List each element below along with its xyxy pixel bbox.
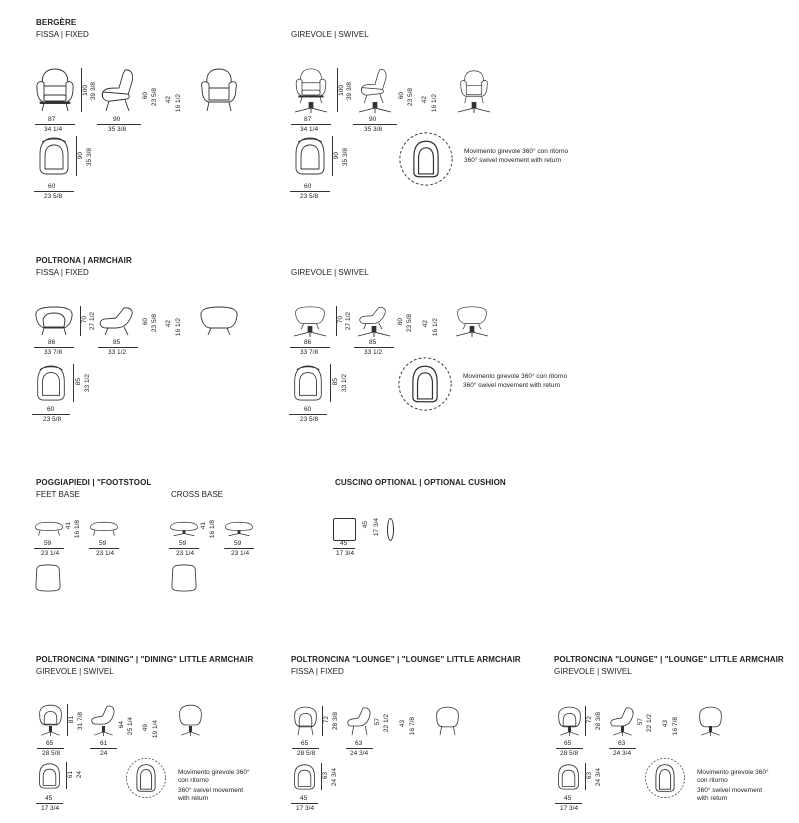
dim-width-in: 28 5/8 [42, 750, 61, 757]
armchair-swivel-base [290, 326, 330, 338]
dim-depth-cm: 63 [618, 740, 626, 747]
bergere-fixed-top-view [34, 136, 74, 176]
footstool-cross-front-view [169, 521, 199, 537]
dim-seat-height-cm: 42 [421, 96, 428, 104]
dim-top-depth-cm: 63 [322, 772, 329, 780]
dim-seat-height-in: 19 1/4 [152, 720, 159, 739]
bergere-fixed-side-view [97, 68, 141, 112]
dim-height-in: 28 3/8 [595, 712, 602, 731]
dim-width-cm: 65 [46, 740, 54, 747]
swivel-note-it-1: Movimento girevole 360° [178, 769, 250, 776]
bergere-swivel-base [291, 102, 331, 114]
dim-depth-cm: 61 [100, 740, 108, 747]
armchair-swivel-side-base [354, 326, 394, 338]
dim-seat-height-cm: 43 [662, 720, 669, 728]
dim-top-width-in: 23 5/8 [300, 416, 319, 423]
section-title-lounge-fixed: POLTRONCINA "LOUNGE" | "LOUNGE" LITTLE ARMCHAIR [291, 655, 521, 664]
dining-back-view [177, 704, 204, 728]
dim-seat-height-cm: 42 [165, 96, 172, 104]
dim-height-in: 39 3/8 [90, 82, 97, 101]
swivel-note-en-1: 360° swivel movement [178, 787, 244, 794]
dim-width-in: 28 5/8 [297, 750, 316, 757]
dim-width-in: 33 7/8 [44, 349, 63, 356]
dim-depth-in: 24 3/4 [350, 750, 369, 757]
dim-arm-height-in: 23 5/8 [406, 314, 413, 333]
dim-top-depth-cm: 63 [586, 772, 593, 780]
armchair-swivel-top-view [289, 364, 327, 402]
dim-arm-height-cm: 60 [142, 92, 149, 100]
lounge-swivel-front-base [556, 726, 583, 736]
dim-width-cm: 59 [99, 540, 107, 547]
dim-top-width-in: 17 3/4 [560, 805, 579, 812]
dim-width-cm: 65 [564, 740, 572, 747]
dim-top-depth-in: 33 1/2 [341, 374, 348, 393]
swivel-note-it-2: con ritorno [697, 777, 728, 784]
bergere-swivel-side-base [355, 102, 395, 114]
dim-top-width-cm: 45 [45, 795, 53, 802]
dim-top-width-cm: 60 [48, 183, 56, 190]
section-title-armchair: POLTRONA | ARMCHAIR [36, 256, 132, 265]
dim-width-cm: 65 [301, 740, 309, 747]
dim-height-cm: 45 [362, 521, 369, 529]
dim-arm-height-in: 23 5/8 [151, 314, 158, 333]
dim-depth-in: 35 3/8 [108, 126, 127, 133]
armchair-fixed-back-view [199, 306, 239, 336]
dim-depth-in: 24 3/4 [613, 750, 632, 757]
dim-arm-height-cm: 60 [398, 92, 405, 100]
dim-top-depth-in: 35 3/8 [86, 148, 93, 167]
dim-depth-cm: 63 [355, 740, 363, 747]
dim-depth-cm: 90 [113, 116, 121, 123]
lounge-fixed-side-view [346, 706, 373, 728]
dim-height-in: 17 3/4 [373, 518, 380, 537]
dim-height-in: 28 3/8 [332, 712, 339, 731]
dim-top-depth-cm: 85 [75, 378, 82, 386]
swivel-note-en-1: 360° swivel movement [697, 787, 763, 794]
dim-height-cm: 100 [82, 85, 89, 96]
section-title-cushion: CUSCINO OPTIONAL | OPTIONAL CUSHION [335, 478, 506, 487]
dim-top-width-in: 23 5/8 [300, 193, 319, 200]
dim-top-width-cm: 60 [304, 183, 312, 190]
dim-height-cm: 41 [65, 522, 72, 530]
lounge-swivel-label: GIREVOLE | SWIVEL [554, 667, 632, 676]
dim-width-in: 17 3/4 [336, 550, 355, 557]
lounge-swivel-front-view [556, 706, 583, 728]
section-title-footstool: POGGIAPIEDI | "FOOTSTOOL [36, 478, 152, 487]
dim-arm-height-in: 25 1/4 [127, 717, 134, 736]
dim-top-depth-cm: 90 [77, 152, 84, 160]
cushion-front-view [333, 518, 356, 541]
dim-depth-cm: 85 [369, 339, 377, 346]
armchair-swivel-back-base [452, 326, 492, 338]
dim-height-cm: 100 [338, 85, 345, 96]
dim-width-cm: 59 [234, 540, 242, 547]
dim-width-cm: 87 [48, 116, 56, 123]
lounge-swivel-side-base [609, 726, 636, 736]
dim-width-cm: 45 [340, 540, 348, 547]
dining-swivel-label: GIREVOLE | SWIVEL [36, 667, 114, 676]
dining-back-base [177, 726, 204, 736]
dim-top-depth-in: 33 1/2 [84, 374, 91, 393]
dim-height-in: 16 1/8 [74, 520, 81, 539]
swivel-rotation-icon [644, 757, 686, 799]
armchair-fixed-label: FISSA | FIXED [36, 268, 89, 277]
footstool-feet-side-view [89, 521, 119, 537]
armchair-fixed-side-view [98, 306, 138, 336]
swivel-note-it-2: con ritorno [178, 777, 209, 784]
dim-seat-height-in: 16 1/2 [432, 318, 439, 337]
dim-top-width-cm: 45 [564, 795, 572, 802]
bergere-fixed-label: FISSA | FIXED [36, 30, 89, 39]
lounge-swivel-back-view [697, 706, 724, 728]
dim-depth-in: 33 1/2 [108, 349, 127, 356]
footstool-cross-top-view [170, 564, 198, 592]
dim-width-in: 34 1/4 [44, 126, 63, 133]
dim-seat-height-cm: 42 [422, 320, 429, 328]
dim-width-in: 33 7/8 [300, 349, 319, 356]
armchair-swivel-label: GIREVOLE | SWIVEL [291, 268, 369, 277]
dim-seat-height-cm: 42 [165, 320, 172, 328]
swivel-note-en-2: with return [178, 795, 209, 802]
lounge-swivel-side-view [609, 706, 636, 728]
dim-seat-height-in: 16 7/8 [409, 717, 416, 736]
dim-height-cm: 81 [68, 716, 75, 724]
dim-depth-cm: 85 [113, 339, 121, 346]
swivel-note-it-1: Movimento girevole 360° [697, 769, 769, 776]
dim-arm-height-in: 22 1/2 [383, 714, 390, 733]
armchair-fixed-top-view [32, 364, 70, 402]
bergere-swivel-back-view [454, 70, 494, 104]
swivel-note-en-2: with return [697, 795, 728, 802]
bergere-swivel-back-base [454, 102, 494, 114]
dim-seat-height-in: 16 1/2 [175, 318, 182, 337]
dim-height-in: 31 7/8 [77, 712, 84, 731]
dim-height-in: 16 1/8 [209, 520, 216, 539]
dining-side-view [90, 704, 117, 728]
dim-height-cm: 72 [323, 716, 330, 724]
dim-height-cm: 70 [337, 316, 344, 324]
dim-arm-height-in: 23 5/8 [151, 88, 158, 107]
dim-width-cm: 86 [304, 339, 312, 346]
dim-height-cm: 70 [81, 316, 88, 324]
dim-width-in: 34 1/4 [300, 126, 319, 133]
dim-height-cm: 72 [586, 716, 593, 724]
dim-depth-in: 24 [100, 750, 108, 757]
lounge-fixed-front-view [292, 706, 319, 728]
bergere-fixed-back-view [199, 68, 239, 112]
bergere-swivel-label: GIREVOLE | SWIVEL [291, 30, 369, 39]
dim-top-width-cm: 60 [47, 406, 55, 413]
dim-width-in: 23 1/4 [41, 550, 60, 557]
dim-width-cm: 87 [304, 116, 312, 123]
dim-height-in: 27 1/2 [89, 312, 96, 331]
dim-seat-height-in: 16 1/2 [175, 94, 182, 113]
dim-top-width-cm: 45 [300, 795, 308, 802]
swivel-note-en: 360° swivel movement with return [463, 382, 561, 389]
section-title-bergere: BERGÈRE [36, 18, 77, 27]
dining-side-base [90, 726, 117, 736]
dim-top-depth-cm: 90 [333, 152, 340, 160]
bergere-swivel-top-view [290, 136, 330, 176]
swivel-note-it: Movimento girevole 360° con ritorno [464, 148, 569, 155]
dining-top-view [36, 762, 63, 789]
lounge-fixed-top-view [291, 763, 318, 790]
swivel-note-it: Movimento girevole 360° con ritorno [463, 373, 568, 380]
dim-height-in: 39 3/8 [346, 82, 353, 101]
dim-width-cm: 59 [44, 540, 52, 547]
section-title-lounge-swivel: POLTRONCINA "LOUNGE" | "LOUNGE" LITTLE ARMCHAIR [554, 655, 784, 664]
armchair-fixed-front-view [34, 306, 74, 336]
dim-seat-height-cm: 43 [399, 720, 406, 728]
bergere-fixed-front-view [35, 68, 75, 112]
dim-arm-height-cm: 57 [374, 718, 381, 726]
dim-top-width-in: 17 3/4 [41, 805, 60, 812]
dim-top-depth-cm: 61 [67, 771, 74, 779]
dim-top-depth-in: 35 3/8 [342, 148, 349, 167]
dim-height-cm: 41 [200, 522, 207, 530]
dim-height-in: 27 1/2 [345, 312, 352, 331]
dining-front-view [37, 704, 64, 728]
lounge-swivel-back-base [697, 726, 724, 736]
swivel-rotation-icon [125, 757, 167, 799]
cushion-side-view [387, 518, 394, 541]
footstool-feet-front-view [34, 521, 64, 537]
dim-width-cm: 86 [48, 339, 56, 346]
dim-arm-height-in: 22 1/2 [646, 714, 653, 733]
footstool-feet-label: FEET BASE [36, 490, 80, 499]
dim-top-width-in: 23 5/8 [44, 193, 63, 200]
dim-width-in: 23 1/4 [231, 550, 250, 557]
lounge-fixed-back-view [434, 706, 461, 728]
dim-arm-height-cm: 57 [637, 718, 644, 726]
dim-depth-in: 33 1/2 [364, 349, 383, 356]
dim-arm-height-cm: 60 [142, 318, 149, 326]
section-title-dining: POLTRONCINA "DINING" | "DINING" LITTLE ARMCHAIR [36, 655, 254, 664]
dim-arm-height-in: 23 5/8 [407, 88, 414, 107]
dim-top-depth-in: 24 [76, 771, 83, 779]
dim-width-in: 23 1/4 [96, 550, 115, 557]
footstool-feet-top-view [34, 564, 62, 592]
dim-top-width-cm: 60 [304, 406, 312, 413]
dining-front-base [37, 726, 64, 736]
lounge-fixed-front-legs [292, 726, 319, 736]
dim-depth-cm: 90 [369, 116, 377, 123]
dim-top-depth-cm: 85 [332, 378, 339, 386]
dim-arm-height-cm: 64 [118, 721, 125, 729]
lounge-fixed-label: FISSA | FIXED [291, 667, 344, 676]
bergere-swivel-front-view [291, 68, 331, 104]
dim-width-cm: 59 [179, 540, 187, 547]
swivel-rotation-icon [397, 356, 453, 412]
footstool-cross-side-view [224, 521, 254, 537]
dim-top-depth-in: 24 3/4 [331, 768, 338, 787]
lounge-fixed-back-legs [434, 726, 461, 736]
dim-arm-height-cm: 60 [397, 318, 404, 326]
dim-top-depth-in: 24 3/4 [595, 768, 602, 787]
dim-seat-height-in: 16 7/8 [672, 717, 679, 736]
lounge-fixed-side-legs [346, 726, 373, 736]
dim-width-in: 28 5/8 [560, 750, 579, 757]
dim-depth-in: 35 3/8 [364, 126, 383, 133]
swivel-note-en: 360° swivel movement with return [464, 157, 562, 164]
dim-width-in: 23 1/4 [176, 550, 195, 557]
bergere-swivel-side-view [353, 68, 397, 104]
dim-top-width-in: 23 5/8 [43, 416, 62, 423]
swivel-rotation-icon [398, 131, 454, 187]
dim-seat-height-cm: 49 [142, 724, 149, 732]
footstool-cross-label: CROSS BASE [171, 490, 224, 499]
lounge-swivel-top-view [555, 763, 582, 790]
dim-top-width-in: 17 3/4 [296, 805, 315, 812]
dim-seat-height-in: 16 1/2 [431, 94, 438, 113]
